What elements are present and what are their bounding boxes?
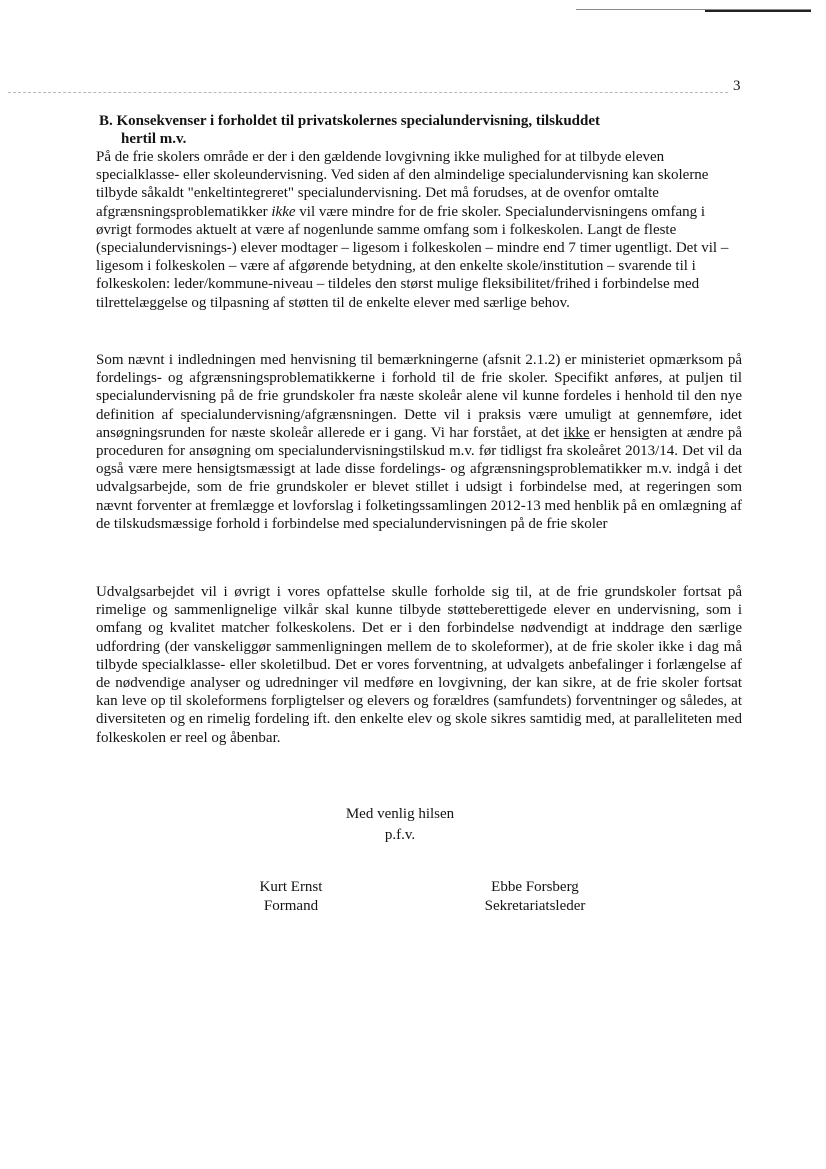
section-heading [99,112,699,148]
paragraph-2 [96,351,742,533]
paragraph-2-text-after: er hensigten at ændre på proceduren for ansøgning om specialundervisningstilskud m.v. før tidligst fra skoleåret 2013/14. Det vil da også være mere hensigtsmæssigt at lade disse fordelings- og afgrænsningsproblematikker m.v. indgå i det udvalgsarbejde, som de frie grundskoler er blevet stillet i udsigt i forbindelse med, at regeringen som nævnt forventer at fremlægge et lovforslag i folketingssamlingen 2012-13 med henblik på en omlægning af de tilskudsmæssige forhold i forbindelse med specialundervisningen på de frie skoler [96,424,742,532]
paragraph-1-text: På de frie skolers område er der i den gældende lovgivning ikke mulighed for at tilbyde eleven specialklasse- eller skoleundervisning. Ved siden af den almindelige specialundervisning kan skolerne tilbyde såkaldt "enkeltintegreret" specialundervisning. Det må forudses, at de ovenfor omtalte afgrænsningsproblematikker [96,149,709,220]
paragraph-1 [96,148,742,312]
paragraph-3: Udvalgsarbejdet vil i øvrigt i vores opfattelse skulle forholde sig til, at de frie grundskoler fortsat på rimelige og sammenlignelige vilkår skal kunne tilbyde støtteberettigede elever en undervisning, som i omfang og kvalitet matcher folkeskolens. Det er i den forbindelse nødvendigt at inddrage den særlige udfordring (der vanskeliggør sammenligningen mellem de to skoleformer), at de frie skoler ikke i dag må tilbyde specialklasse- eller skoletilbud. Det er vores forventning, at udvalgets anbefalinger i forlængelse af de nødvendige analyser og udredninger vil medføre en lovgivning, der kan sikre, at de frie skoler fortsat kan leve op til skoleformens forpligtelser og elevers og forældres (samfundets) forventninger og således, at diversiteten og en rimelig fordeling ift. den enkelte elev og skole sikres samtidig med, at paralleliteten med folkeskolen er reel og åbenbar. [96,584,742,746]
paragraph-1-text-after: vil være mindre for de frie skoler. Specialundervisningens omfang i øvrigt formodes aktuelt at være af nogenlunde samme omfang som i folkeskolen. Langt de fleste (specialundervisnings-) elever modtager – ligesom i folkeskolen – mindre end 7 timer ugentligt. Det vil – ligesom i folkeskolen – være af afgørende betydning, at den enkelte skole/institution – svarende til i folkeskolen: leder/kommune-niveau – tildeles den størst mulige fleksibilitet/frihed i forbindelse med tilrettelæggelse og tilpasning af støtten til de enkelte elever med særlige behov. [96,203,729,311]
section-heading-line1: B. Konsekvenser i forholdet til privatskolernes specialundervisning, tilskuddet [99,113,601,129]
paragraph-1-emphasis: ikke [271,203,296,220]
paragraph-2-underlined: ikke [563,424,590,441]
paragraph-2-text: Som nævnt i indledningen med henvisning til bemærkningerne (afsnit 2.1.2) er ministeriet opmærksom på fordelings- og afgrænsningsproblematikkerne i forhold til de frie skoler. Specifikt anføres, at puljen til specialundervisning på de frie grundskoler fra næste skoleår alene vil kunne fordeles i henhold til den nye definition af specialundervisning/afgrænsningen. Dette vil i praksis være umuligt at gennemføre, idet ansøgningsrunden for næste skoleår allerede er i gang. Vi har forstået, at det [96,352,742,441]
signature-left-title: Formand [263,898,319,914]
signature-left [236,878,346,916]
section-heading-line2: hertil m.v. [121,131,187,147]
signature-right-name: Ebbe Forsberg [491,879,579,895]
closing-on-behalf: p.f.v. [384,827,416,843]
signature-right-title: Sekretariatsleder [484,898,586,914]
header-rule [8,92,728,93]
closing-greeting: Med venlig hilsen [345,806,455,822]
signature-right [460,878,610,916]
signature-left-name: Kurt Ernst [259,879,323,895]
top-edge-rule-dark [705,10,811,12]
page-number: 3 [733,78,741,94]
